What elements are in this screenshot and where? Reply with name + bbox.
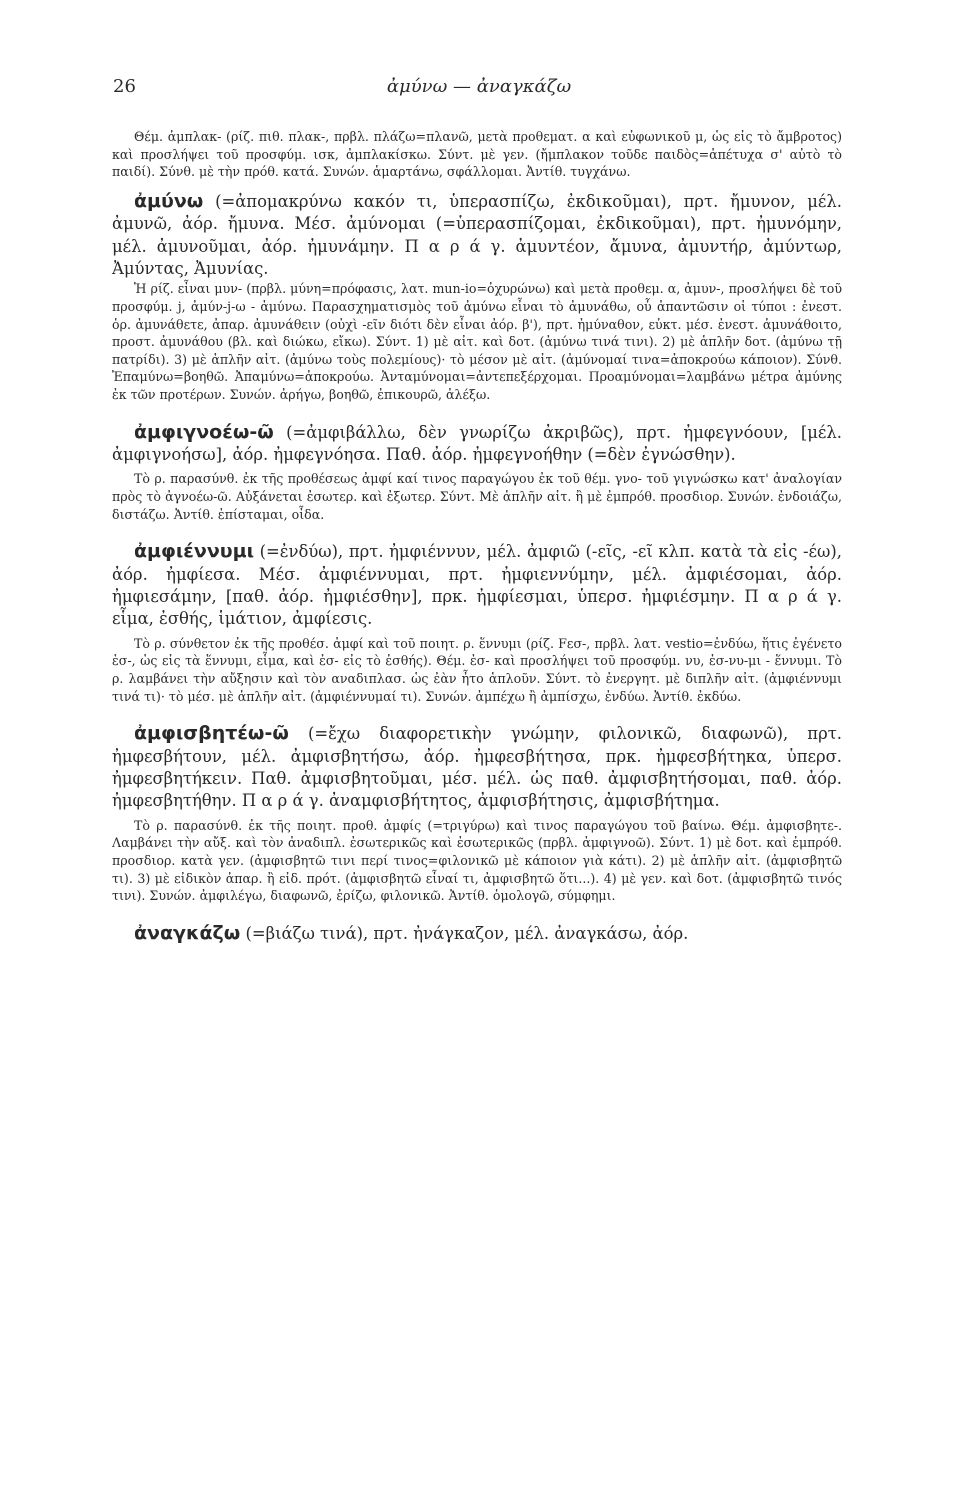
entry-amphiennymi — [112, 540, 842, 705]
headword: ἀμφιέννυμι — [134, 540, 254, 563]
headword: ἀμύνω — [134, 189, 204, 212]
entry-notes: Τὸ ρ. παρασύνθ. ἐκ τῆς ποιητ. προθ. ἀμφίς (=τριγύρω) καὶ τινος παραγώγου τοῦ βαίνω. Θέμ. ἀμφισβητε-. Λαμβάνει τὴν αὔξ. καὶ τὸν ἀναδιπλ. ἐσωτερικῶς καὶ ἐσωτερικῶς (πρβλ. ἀμφιγνοῶ). Σύντ. 1) μὲ δοτ. καὶ ἐμπρόθ. προσδιορ. κατὰ γεν. (ἀμφισβητῶ τινι περί τινος=φιλονικῶ μὲ κάποιον γιὰ κάτι). 2) μὲ ἁπλῆν αἰτ. (ἀμφισβητῶ τι). 3) μὲ εἰδικὸν ἀπαρ. ἢ εἰδ. πρότ. (ἀμφισβητῶ εἶναί τι, ἀμφισβητῶ ὅτι...). 4) μὲ γεν. καὶ δοτ. (ἀμφισβητῶ τινός τινι). Συνών. ἀμφιλέγω, διαφωνῶ, ἐρίζω, φιλονικῶ. Ἀντίθ. ὁμολογῶ, σύμφημι. — [112, 817, 842, 904]
page-header — [0, 76, 958, 100]
entry-anankazo — [112, 922, 842, 945]
definition-text: (=ἀμφιβάλλω, δὲν γνωρίζω ἀκριβῶς), πρτ. ἠμφεγνόουν, [μέλ. ἀμφιγνοήσω], ἀόρ. ἠμφεγνόησα. Παθ. ἀόρ. ἠμφεγνοήθην (=δὲν ἐγνώσθην). — [112, 422, 843, 464]
entry-definition — [112, 540, 842, 631]
entry-notes: Ἡ ρίζ. εἶναι μυν- (πρβλ. μύνη=πρόφασις, λατ. mun-io=ὀχυρώνω) καὶ μετὰ προθεμ. α, ἀμυν-, προσλήψει δὲ τοῦ προσφύμ. j, ἀμύν-j-ω - ἀμύνω. Παρασχηματισμὸς τοῦ ἀμύνω εἶναι τὸ ἀμυνάθω, οὗ ἀπαντῶσιν οἱ τύποι : ἐνεστ. ὁρ. ἀμυνάθετε, ἀπαρ. ἀμυνάθειν (οὐχὶ -εῖν διότι δὲν εἶναι ἀόρ. β'), πρτ. ἠμύναθον, εὐκτ. μέσ. ἐνεστ. ἀμυνάθοιτο, προστ. ἀμυνάθου (βλ. καὶ διώκω, εἴκω). Σύντ. 1) μὲ αἰτ. καὶ δοτ. (ἀμύνω τινά τινι). 2) μὲ ἁπλῆν δοτ. (ἀμύνω τῇ πατρίδι). 3) μὲ ἁπλῆν αἰτ. (ἀμύνω τοὺς πολεμίους)· τὸ μέσον μὲ αἰτ. (ἀμύνομαί τινα=ἀποκρούω κάποιον). Σύνθ. Ἐπαμύνω=βοηθῶ. Ἀπαμύνω=ἀποκρούω. Ἀνταμύνομαι=ἀντεπεξέρχομαι. Προαμύνομαι=λαμβάνω μέτρα ἀμύνης ἐκ τῶν προτέρων. Συνών. ἀρήγω, βοηθῶ, ἐπικουρῶ, ἀλέξω. — [112, 281, 842, 402]
headword: ἀμφιγνοέω-ῶ — [134, 420, 274, 443]
definition-text: (=ἔχω διαφορετικὴν γνώμην, φιλονικῶ, διαφωνῶ), πρτ. ἠμφεσβήτουν, μέλ. ἀμφισβητήσω, ἀόρ. ἠμφεσβήτησα, πρκ. ἠμφεσβήτηκα, ὑπερσ. ἠμφεσβητήκειν. Παθ. ἀμφισβητοῦμαι, μέσ. μέλ. ὡς παθ. ἀμφισβητήσομαι, παθ. ἀόρ. ἠμφεσβητήθην. Π α ρ ά γ. ἀναμφισβήτητος, ἀμφισβήτησις, ἀμφισβήτημα. — [112, 724, 842, 811]
entry-notes: Τὸ ρ. σύνθετον ἐκ τῆς προθέσ. ἀμφί καὶ τοῦ ποιητ. ρ. ἕννυμι (ρίζ. Fεσ-, πρβλ. λατ. vestio=ἐνδύω, ἥτις ἐγένετο ἑσ-, ὡς εἰς τὰ ἕννυμι, εἷμα, καὶ ἐσ- εἰς τὸ ἐσθής). Θέμ. ἐσ- καὶ προσλήψει τοῦ προσφύμ. νυ, ἐσ-νυ-μι - ἕννυμι. Τὸ ρ. λαμβάνει τὴν αὔξησιν καὶ τὸν αναδιπλασ. ὡς ἐὰν ἦτο ἁπλοῦν. Σύντ. τὸ ἐνεργητ. μὲ διπλῆν αἰτ. (ἀμφιέννυμι τινά τι)· τὸ μέσ. μὲ ἁπλῆν αἰτ. (ἀμφιέννυμαί τι). Συνών. ἀμπέχω ἢ ἀμπίσχω, ἐνδύω. Ἀντίθ. ἐκδύω. — [112, 635, 842, 704]
definition-text: (=ἐνδύω), πρτ. ἠμφιέννυν, μέλ. ἀμφιῶ (-εῖς, -εῖ κλπ. κατὰ τὰ εἰς -έω), ἀόρ. ἠμφίεσα. Μέσ. ἀμφιέννυμαι, πρτ. ἠμφιεννύμην, μέλ. ἀμφιέσομαι, ἀόρ. ἠμφιεσάμην, [παθ. ἀόρ. ἠμφιέσθην], πρκ. ἠμφίεσμαι, ὑπερσ. ἠμφιέσμην. Π α ρ ά γ. εἷμα, ἐσθής, ἱμάτιον, ἀμφίεσις. — [112, 542, 842, 629]
intro-paragraph: Θέμ. ἀμπλακ- (ρίζ. πιθ. πλακ-, πρβλ. πλάζω=πλανῶ, μετὰ προθεματ. α καὶ εὐφωνικοῦ μ, ὡς εἰς τὸ ἄμβροτος) καὶ προσλήψει τοῦ προσφύμ. ισκ, ἀμπλακίσκω. Σύντ. μὲ γεν. (ἤμπλακον τοῦδε παιδὸς=ἀπέτυχα σ' αὐτὸ τὸ παιδί). Σύνθ. μὲ τὴν πρόθ. κατά. Συνών. ἁμαρτάνω, σφάλλομαι. Ἀντίθ. τυγχάνω. — [112, 129, 842, 180]
entry-amphignoeo — [112, 421, 842, 524]
entry-definition — [112, 421, 842, 467]
entry-amphisbeteo — [112, 722, 842, 905]
definition-text: (=ἀπομακρύνω κακόν τι, ὑπερασπίζω, ἐκδικοῦμαι), πρτ. ἤμυνον, μέλ. ἀμυνῶ, ἀόρ. ἤμυνα. Μέσ. ἀμύνομαι (=ὑπερασπίζομαι, ἐκδικοῦμαι), πρτ. ἠμυνόμην, μέλ. ἀμυνοῦμαι, ἀόρ. ἠμυνάμην. Π α ρ ά γ. ἀμυντέον, ἄμυνα, ἀμυντήρ, ἀμύντωρ, Ἀμύντας, Ἀμυνίας. — [112, 191, 843, 278]
page-body — [112, 128, 842, 945]
entry-notes: Τὸ ρ. παρασύνθ. ἐκ τῆς προθέσεως ἀμφί καί τινος παραγώγου ἐκ τοῦ θέμ. γνο- τοῦ γιγνώσκω κατ' ἀναλογίαν πρὸς τὸ ἀγνοέω-ῶ. Αὐξάνεται ἐσωτερ. καὶ ἐξωτερ. Σύντ. Μὲ ἁπλῆν αἰτ. ἢ μὲ ἐμπρόθ. προσδιορ. Συνών. ἐνδοιάζω, διστάζω. Ἀντίθ. ἐπίσταμαι, οἶδα. — [112, 471, 842, 522]
entry-amyno — [112, 190, 842, 404]
running-title: ἀμύνω — ἀναγκάζω — [386, 76, 572, 97]
definition-text: (=βιάζω τινά), πρτ. ἠνάγκαζον, μέλ. ἀναγκάσω, ἀόρ. — [245, 923, 689, 943]
entry-definition — [112, 722, 842, 813]
headword: ἀναγκάζω — [134, 921, 241, 944]
entry-definition — [112, 922, 842, 945]
headword: ἀμφισβητέω-ῶ — [134, 722, 289, 745]
page-number: 26 — [113, 76, 136, 97]
entry-definition — [112, 190, 842, 281]
